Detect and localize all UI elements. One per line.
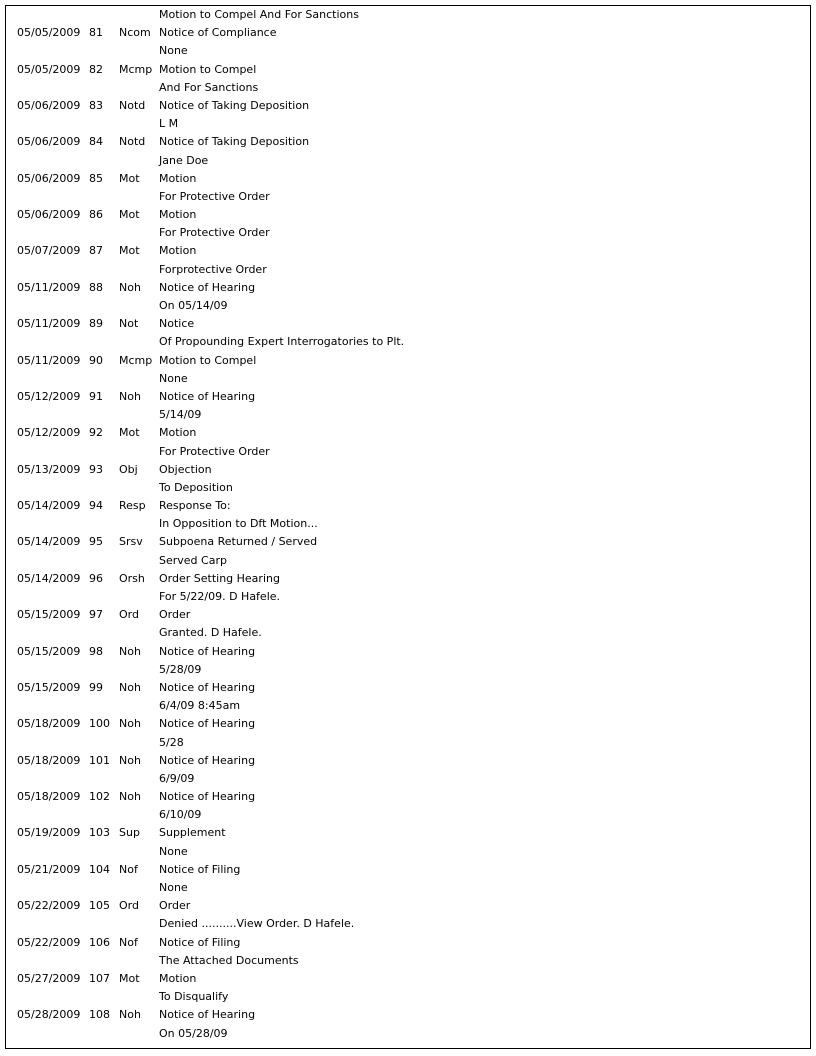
entry-code: Not [119, 317, 139, 331]
entry-title: Notice of Hearing [159, 389, 256, 403]
docket-entry [6, 24, 810, 42]
entry-code: Nof [119, 862, 138, 876]
entry-date: 05/06/2009 [17, 135, 81, 149]
entry-detail: 5/28/09 [159, 662, 202, 676]
entry-title: Subpoena Returned / Served [159, 535, 318, 549]
entry-code: Ord [119, 608, 139, 622]
entry-number: 99 [89, 680, 103, 694]
entry-date: 05/11/2009 [17, 317, 81, 331]
entry-number: 98 [89, 644, 103, 658]
entry-title: Order [159, 899, 191, 913]
docket-entry-detail-line [6, 79, 810, 97]
entry-detail: None [159, 881, 188, 894]
entry-date: 05/14/2009 [17, 571, 81, 585]
docket-entry-detail-line [6, 988, 810, 1006]
entry-detail: 5/28 [159, 735, 184, 749]
entry-code: Mot [119, 426, 140, 440]
docket-entry [6, 861, 810, 879]
entry-title: Order [159, 608, 191, 622]
entry-detail: For Protective Order [159, 444, 270, 458]
entry-detail: None [159, 371, 188, 385]
docket-entry [6, 461, 810, 479]
leading-detail-line [6, 6, 810, 24]
entry-code: Orsh [119, 571, 145, 585]
entry-number: 92 [89, 426, 103, 440]
entry-code: Mcmp [119, 62, 153, 76]
entry-code: Noh [119, 644, 141, 658]
entry-detail: Granted. D Hafele. [159, 626, 262, 640]
entry-title: Notice of Hearing [159, 717, 256, 731]
entry-title: Notice of Filing [159, 935, 241, 949]
docket-entry-detail-line [6, 333, 810, 351]
docket-entry-detail-line [6, 1025, 810, 1043]
entry-date: 05/15/2009 [17, 608, 81, 622]
docket-entry-detail-line [6, 370, 810, 388]
entry-code: Noh [119, 717, 141, 731]
docket-entry-detail-line [6, 915, 810, 933]
docket-entry [6, 643, 810, 661]
entry-detail: 5/14/09 [159, 408, 202, 422]
docket-entry [6, 242, 810, 260]
docket-entry-detail-line [6, 406, 810, 424]
docket-entry [6, 352, 810, 370]
entry-code: Notd [119, 98, 146, 112]
entry-title: Motion [159, 426, 197, 440]
entry-date: 05/13/2009 [17, 462, 81, 476]
entry-code: Mot [119, 171, 140, 185]
entry-number: 94 [89, 499, 103, 513]
docket-entry-detail-line [6, 588, 810, 606]
entry-date: 05/14/2009 [17, 535, 81, 549]
entry-title: Response To: [159, 499, 231, 513]
entry-number: 96 [89, 571, 103, 585]
entry-title: Motion to Compel [159, 353, 257, 367]
entry-date: 05/27/2009 [17, 971, 81, 985]
entry-title: Notice of Filing [159, 862, 241, 876]
entry-detail: Of Propounding Expert Interrogatories to Plt. [159, 335, 405, 349]
entry-detail: On 05/28/09 [159, 1026, 228, 1040]
entry-date: 05/15/2009 [17, 644, 81, 658]
entry-date: 05/18/2009 [17, 717, 81, 731]
entry-detail: For Protective Order [159, 189, 270, 203]
entry-date: 05/06/2009 [17, 98, 81, 112]
entry-code: Ord [119, 899, 139, 913]
entry-number: 103 [89, 826, 110, 840]
entry-detail: 6/10/09 [159, 808, 202, 822]
entry-number: 106 [89, 935, 110, 949]
entry-title: Notice of Hearing [159, 790, 256, 804]
entry-detail: Motion to Compel And For Sanctions [159, 8, 359, 21]
docket-entry [6, 570, 810, 588]
entry-code: Mot [119, 971, 140, 985]
entry-number: 101 [89, 753, 110, 767]
entry-code: Noh [119, 1008, 141, 1022]
entry-number: 97 [89, 608, 103, 622]
docket-entry-detail-line [6, 261, 810, 279]
entry-code: Ncom [119, 26, 151, 40]
entry-code: Noh [119, 680, 141, 694]
docket-entry [6, 388, 810, 406]
entry-date: 05/06/2009 [17, 208, 81, 222]
entry-title: Notice of Compliance [159, 26, 277, 40]
docket-entry [6, 497, 810, 515]
entry-number: 82 [89, 62, 103, 76]
docket-entry [6, 752, 810, 770]
entry-detail: On 05/14/09 [159, 299, 228, 312]
entry-detail: Jane Doe [159, 153, 209, 167]
entry-detail: Forprotective Order [159, 262, 267, 276]
entry-code: Obj [119, 462, 138, 476]
entry-number: 87 [89, 244, 103, 258]
docket-entry [6, 934, 810, 952]
entry-detail: None [159, 44, 188, 58]
docket-entry [6, 679, 810, 697]
docket-entry [6, 1006, 810, 1024]
docket-entry-detail-line [6, 552, 810, 570]
entry-code: Noh [119, 753, 141, 767]
entry-title: Motion [159, 971, 197, 985]
entry-number: 88 [89, 280, 103, 294]
docket-entry [6, 424, 810, 442]
entry-title: Objection [159, 462, 212, 476]
entry-number: 102 [89, 790, 110, 804]
entry-title: Notice of Taking Deposition [159, 98, 310, 112]
entry-title: Notice [159, 317, 195, 331]
entry-title: Motion [159, 244, 197, 258]
entry-date: 05/12/2009 [17, 426, 81, 440]
entry-date: 05/22/2009 [17, 935, 81, 949]
docket-entry [6, 170, 810, 188]
entry-code: Sup [119, 826, 140, 840]
entry-detail: Denied ..........View Order. D Hafele. [159, 917, 355, 931]
entry-number: 86 [89, 208, 103, 222]
docket-entry-detail-line [6, 697, 810, 715]
docket-entry [6, 206, 810, 224]
entry-number: 91 [89, 389, 103, 403]
docket-entry [6, 97, 810, 115]
entry-title: Notice of Hearing [159, 1008, 256, 1022]
docket-entry-detail-line [6, 624, 810, 642]
entry-date: 05/18/2009 [17, 790, 81, 804]
docket-entry-detail-line [6, 42, 810, 60]
docket-entry [6, 970, 810, 988]
docket-entry-detail-line [6, 806, 810, 824]
entry-date: 05/14/2009 [17, 499, 81, 513]
entry-detail: 6/4/09 8:45am [159, 699, 241, 713]
entry-number: 83 [89, 98, 103, 112]
entry-title: Notice of Hearing [159, 280, 256, 294]
entry-title: Supplement [159, 826, 226, 840]
docket-entry [6, 606, 810, 624]
docket-entry-detail-line [6, 443, 810, 461]
entry-detail: None [159, 844, 188, 858]
docket-entry-detail-line [6, 188, 810, 206]
entry-title: Motion to Compel [159, 62, 257, 76]
entry-date: 05/21/2009 [17, 862, 81, 876]
entry-number: 104 [89, 862, 110, 876]
docket-entry [6, 279, 810, 297]
entry-code: Resp [119, 499, 146, 513]
entry-code: Noh [119, 790, 141, 804]
docket-list [6, 6, 810, 1043]
entry-date: 05/12/2009 [17, 389, 81, 403]
entry-detail: To Disqualify [159, 990, 229, 1004]
entry-title: Notice of Taking Deposition [159, 135, 310, 149]
entry-code: Srsv [119, 535, 143, 549]
entry-detail: For 5/22/09. D Hafele. [159, 590, 281, 603]
entry-detail: The Attached Documents [159, 953, 299, 967]
docket-entry-detail-line [6, 734, 810, 752]
docket-entry [6, 533, 810, 551]
entry-code: Nof [119, 935, 138, 949]
docket-entry-detail-line [6, 843, 810, 861]
docket-frame [5, 5, 811, 1049]
entry-code: Mcmp [119, 353, 153, 367]
entry-date: 05/05/2009 [17, 26, 81, 40]
entry-detail: To Deposition [159, 480, 233, 494]
docket-entry-detail-line [6, 115, 810, 133]
entry-detail: In Opposition to Dft Motion... [159, 517, 318, 531]
entry-date: 05/07/2009 [17, 244, 81, 258]
entry-code: Noh [119, 389, 141, 403]
docket-entry-detail-line [6, 879, 810, 897]
docket-entry-detail-line [6, 479, 810, 497]
entry-date: 05/06/2009 [17, 171, 81, 185]
docket-entry [6, 61, 810, 79]
entry-date: 05/11/2009 [17, 280, 81, 294]
entry-number: 89 [89, 317, 103, 331]
docket-entry [6, 897, 810, 915]
entry-date: 05/28/2009 [17, 1008, 81, 1022]
docket-entry-detail-line [6, 224, 810, 242]
entry-title: Motion [159, 208, 197, 222]
entry-number: 93 [89, 462, 103, 476]
entry-date: 05/19/2009 [17, 826, 81, 840]
docket-entry-detail-line [6, 297, 810, 315]
entry-number: 100 [89, 717, 110, 731]
docket-entry [6, 715, 810, 733]
entry-number: 85 [89, 171, 103, 185]
entry-detail: And For Sanctions [159, 80, 259, 94]
entry-title: Motion [159, 171, 197, 185]
entry-date: 05/15/2009 [17, 680, 81, 694]
entry-title: Order Setting Hearing [159, 571, 280, 585]
docket-entry-detail-line [6, 952, 810, 970]
entry-date: 05/18/2009 [17, 753, 81, 767]
docket-entry-detail-line [6, 515, 810, 533]
entry-number: 107 [89, 971, 110, 985]
entry-title: Notice of Hearing [159, 644, 256, 658]
entry-detail: For Protective Order [159, 226, 270, 240]
entry-detail: 6/9/09 [159, 771, 195, 785]
docket-entry [6, 133, 810, 151]
entry-date: 05/22/2009 [17, 899, 81, 913]
entry-number: 105 [89, 899, 110, 913]
docket-entry [6, 824, 810, 842]
entry-number: 81 [89, 26, 103, 40]
entry-code: Noh [119, 280, 141, 294]
entry-date: 05/05/2009 [17, 62, 81, 76]
docket-entry [6, 788, 810, 806]
docket-entry-detail-line [6, 661, 810, 679]
entry-code: Notd [119, 135, 146, 149]
entry-title: Notice of Hearing [159, 753, 256, 767]
docket-entry [6, 315, 810, 333]
entry-date: 05/11/2009 [17, 353, 81, 367]
entry-detail: Served Carp [159, 553, 227, 567]
entry-code: Mot [119, 244, 140, 258]
entry-detail: L M [159, 117, 179, 131]
entry-number: 90 [89, 353, 103, 367]
docket-entry-detail-line [6, 770, 810, 788]
entry-number: 84 [89, 135, 103, 149]
docket-entry-detail-line [6, 152, 810, 170]
entry-number: 95 [89, 535, 103, 549]
entry-number: 108 [89, 1008, 110, 1022]
entry-code: Mot [119, 208, 140, 222]
entry-title: Notice of Hearing [159, 680, 256, 694]
